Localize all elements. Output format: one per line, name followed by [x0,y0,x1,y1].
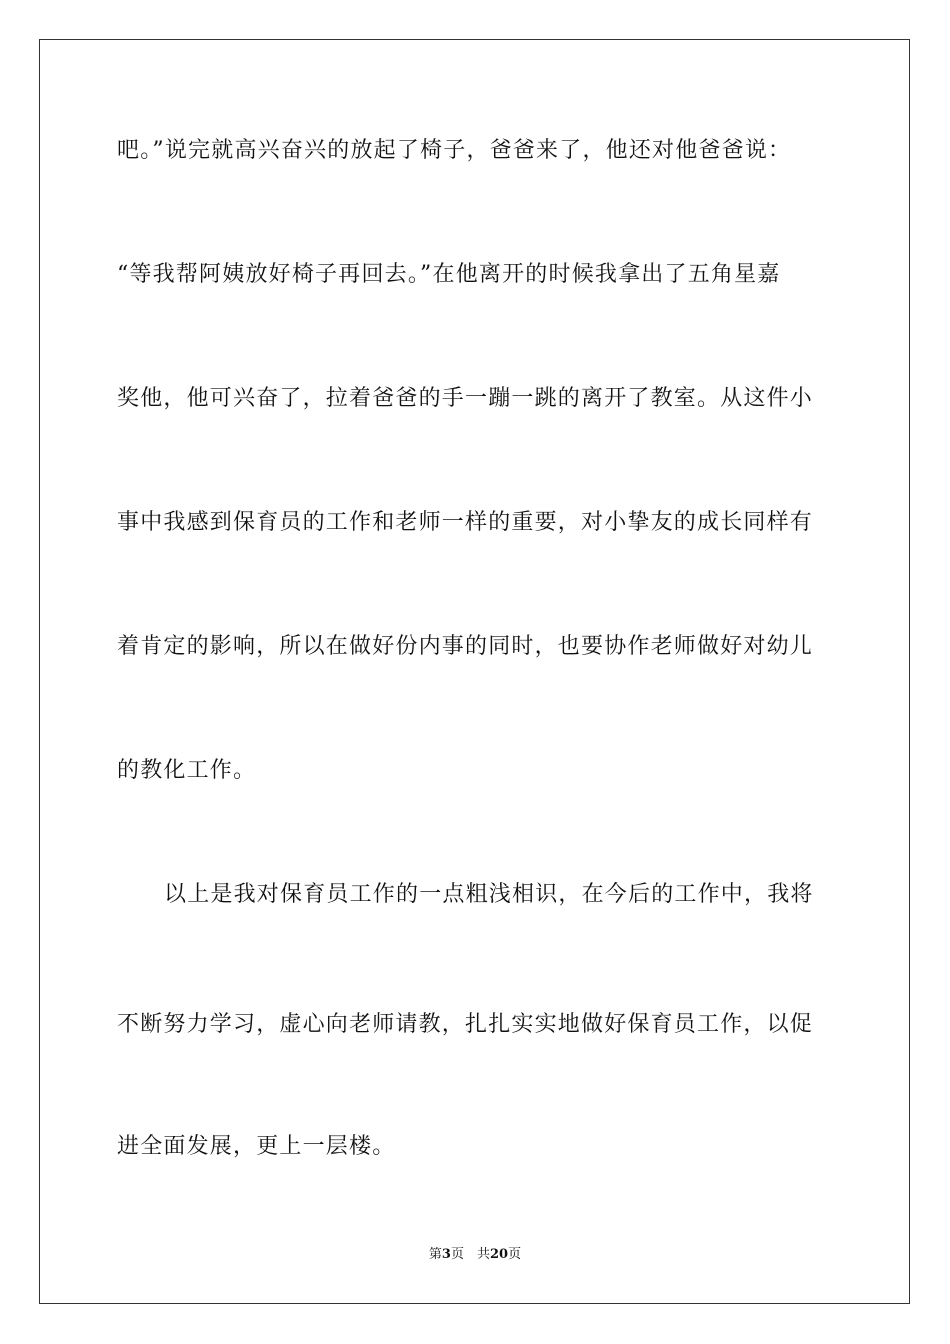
body-line-5: 着肯定的影响，所以在做好份内事的同时，也要协作老师做好对幼儿 [117,634,814,659]
body-line-6: 的教化工作。 [117,758,257,783]
footer-mid: 页 共 [450,1247,490,1262]
total-page-count: 20 [489,1247,509,1262]
body-line-3: 奖他，他可兴奋了，拉着爸爸的手一蹦一跳的离开了教室。从这件小 [117,386,814,411]
current-page-number: 3 [441,1247,451,1262]
footer-prefix: 第 [428,1247,442,1262]
footer-suffix: 页 [508,1247,522,1262]
body-line-8: 不断努力学习，虚心向老师请教，扎扎实实地做好保育员工作，以促 [117,1012,814,1037]
body-line-7-paragraph-start: 以上是我对保育员工作的一点粗浅相识，在今后的工作中，我将 [164,882,814,907]
body-line-9: 进全面发展，更上一层楼。 [117,1134,396,1159]
body-line-4: 事中我感到保育员的工作和老师一样的重要，对小挚友的成长同样有 [117,510,814,535]
body-line-2: “等我帮阿姨放好椅子再回去。”在他离开的时候我拿出了五角星嘉 [117,262,781,287]
page-border [39,39,910,1304]
page-footer [0,1247,950,1263]
body-line-1: 吧。”说完就高兴奋兴的放起了椅子，爸爸来了，他还对他爸爸说： [117,138,792,163]
